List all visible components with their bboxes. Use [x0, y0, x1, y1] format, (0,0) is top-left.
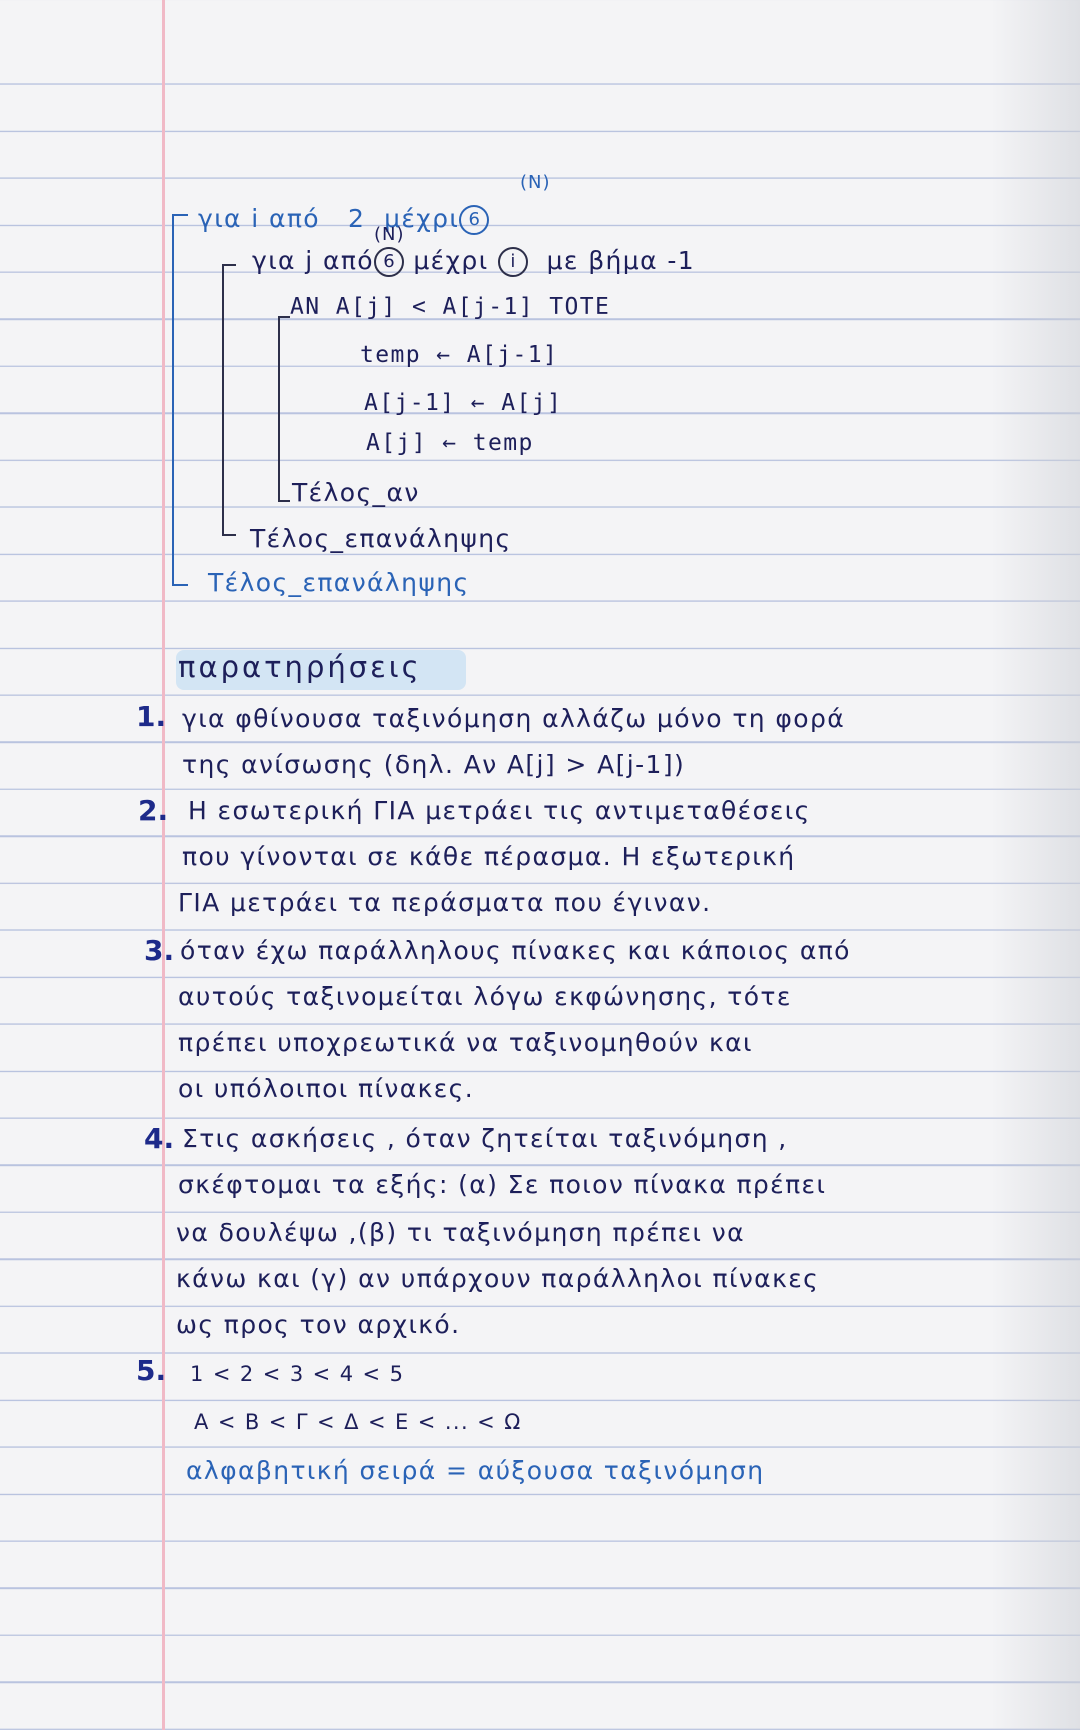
note-4-line-3: να δουλέψω ,(β) τι ταξινόμηση πρέπει να	[176, 1218, 745, 1247]
outer-to-note: (N)	[520, 172, 551, 193]
inner-for-to-circled: i	[498, 247, 528, 277]
outer-for-prefix: για i από	[198, 204, 320, 233]
note-4-line-5: ως προς τον αρχικό.	[176, 1310, 461, 1339]
end-if-line: Τέλος_αν	[292, 478, 420, 507]
inner-loop-bracket	[222, 264, 236, 536]
note-4-line-2: σκέφτομαι τα εξής: (α) Σε ποιον πίνακα πρέπει	[178, 1170, 827, 1199]
inner-for-to-word: μέχρι	[413, 246, 489, 275]
swap-line-1: A[j-1] ← A[j]	[364, 390, 563, 416]
inner-for-prefix: για j από	[252, 246, 374, 275]
note-3-line-3: πρέπει υποχρεωτικά να ταξινομηθούν και	[178, 1028, 753, 1057]
note-1-line-2: της ανίσωσης (δηλ. Αν Α[j] > Α[j-1])	[182, 750, 686, 779]
inner-for-line	[252, 246, 695, 277]
if-line: ΑΝ Α[j] < Α[j-1] ΤΟΤΕ	[290, 294, 611, 320]
note-2-number: 2.	[138, 794, 169, 827]
end-inner-line: Τέλος_επανάληψης	[250, 524, 512, 553]
note-4-line-1: Στις ασκήσεις , όταν ζητείται ταξινόμηση ,	[182, 1124, 788, 1153]
swap-line-2: A[j] ← temp	[366, 430, 534, 456]
note-1-number: 1.	[136, 700, 167, 733]
note-2-line-2: που γίνονται σε κάθε πέρασμα. Η εξωτερική	[182, 842, 796, 871]
note-4-number: 4.	[144, 1122, 175, 1155]
note-1-line-1: για φθίνουσα ταξινόμηση αλλάζω μόνο τη φορά	[182, 704, 846, 733]
note-5-line-1: 1 < 2 < 3 < 4 < 5	[190, 1362, 405, 1386]
note-3-line-4: οι υπόλοιποι πίνακες.	[178, 1074, 475, 1103]
outer-for-to-word: μέχρι	[384, 204, 460, 233]
inner-for-step: με βήμα -1	[546, 246, 696, 275]
temp-line: temp ← A[j-1]	[360, 342, 559, 368]
note-2-line-1: Η εσωτερική ΓΙΑ μετράει τις αντιμεταθέσεις	[188, 796, 811, 825]
inner-from-note: (N)	[374, 224, 405, 245]
note-5-line-3: αλφαβητική σειρά = αύξουσα ταξινόμηση	[186, 1456, 765, 1485]
outer-for-line	[198, 204, 489, 235]
notes-heading: παρατηρήσεις	[178, 650, 422, 684]
note-3-number: 3.	[144, 934, 175, 967]
page-edge-shadow	[990, 0, 1080, 1730]
outer-loop-bracket	[172, 214, 188, 586]
inner-for-from-circled: 6	[374, 247, 404, 277]
outer-for-from: 2	[348, 204, 366, 233]
note-5-line-2: Α < Β < Γ < Δ < Ε < ... < Ω	[194, 1410, 522, 1434]
note-2-line-3: ΓΙΑ μετράει τα περάσματα που έγιναν.	[178, 888, 712, 917]
outer-for-to-circled: 6	[459, 205, 489, 235]
end-outer-line: Τέλος_επανάληψης	[208, 568, 470, 597]
note-5-number: 5.	[136, 1354, 167, 1387]
note-4-line-4: κάνω και (γ) αν υπάρχουν παράλληλοι πίνακες	[176, 1264, 820, 1293]
if-bracket	[278, 316, 290, 502]
note-3-line-2: αυτούς ταξινομείται λόγω εκφώνησης, τότε	[178, 982, 792, 1011]
note-3-line-1: όταν έχω παράλληλους πίνακες και κάποιος από	[180, 936, 851, 965]
